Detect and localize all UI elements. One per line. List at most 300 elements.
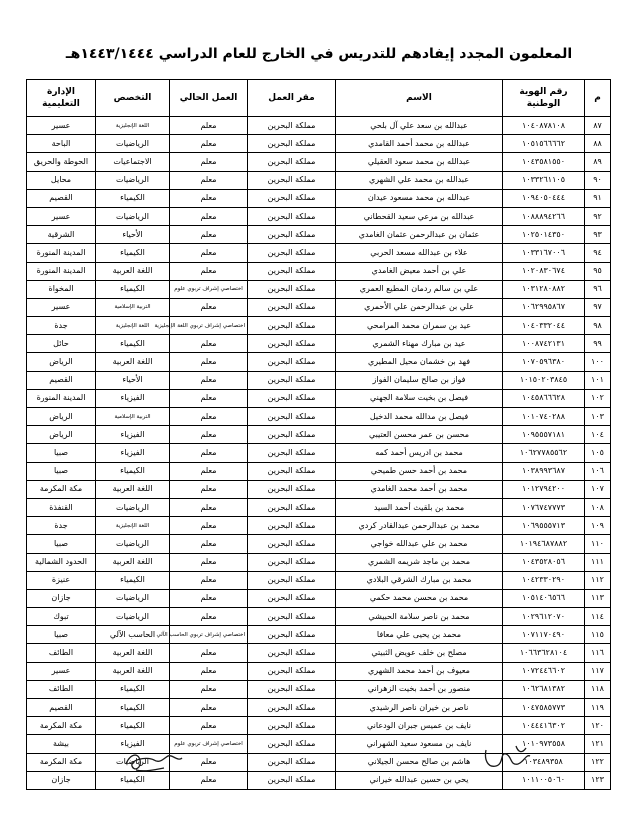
table-row xyxy=(27,535,611,553)
cell-name: محمد بن ماجد شريمه الشمري xyxy=(336,553,503,571)
cell-current-role: معلم xyxy=(170,535,248,553)
cell-name: نايف بن عميس جبران الودعاني xyxy=(336,717,503,735)
cell-specialty: الكيمياء xyxy=(96,699,170,717)
cell-num: ١٠٩ xyxy=(585,517,611,535)
cell-department: المخواة xyxy=(27,280,96,298)
table-body xyxy=(27,117,611,790)
cell-num: ١١٥ xyxy=(585,626,611,644)
header-work-place: مقر العمل xyxy=(248,80,336,117)
cell-work-place: مملكة البحرين xyxy=(248,626,336,644)
cell-num: ٩٧ xyxy=(585,298,611,316)
cell-specialty: اللغة العربية xyxy=(96,262,170,280)
cell-specialty: الفيزياء xyxy=(96,389,170,407)
cell-current-role: معلم xyxy=(170,353,248,371)
cell-national-id: ١٠١٠٩٧٣٥٥٨ xyxy=(503,735,585,753)
cell-num: ٩٦ xyxy=(585,280,611,298)
cell-specialty: الأحياء xyxy=(96,226,170,244)
cell-department: صبيا xyxy=(27,462,96,480)
cell-department: القصيم xyxy=(27,371,96,389)
cell-specialty: الرياضيات xyxy=(96,207,170,225)
cell-name: فهد بن خشمان محيل المطيري xyxy=(336,353,503,371)
cell-department: عنيزة xyxy=(27,571,96,589)
cell-num: ٩٢ xyxy=(585,207,611,225)
cell-work-place: مملكة البحرين xyxy=(248,735,336,753)
cell-department: المدينة المنورة xyxy=(27,262,96,280)
cell-num: ٩١ xyxy=(585,189,611,207)
cell-name: محمد بن أحمد محمد الغامدي xyxy=(336,480,503,498)
cell-current-role: معلم xyxy=(170,408,248,426)
cell-name: عبدالله بن محمد مسعود عيدان xyxy=(336,189,503,207)
table-row xyxy=(27,662,611,680)
cell-current-role: معلم xyxy=(170,680,248,698)
cell-department: الشرقية xyxy=(27,226,96,244)
cell-work-place: مملكة البحرين xyxy=(248,226,336,244)
cell-work-place: مملكة البحرين xyxy=(248,153,336,171)
table-row xyxy=(27,280,611,298)
cell-work-place: مملكة البحرين xyxy=(248,480,336,498)
cell-work-place: مملكة البحرين xyxy=(248,662,336,680)
cell-specialty: اللغة العربية xyxy=(96,353,170,371)
table-row xyxy=(27,207,611,225)
cell-num: ٨٩ xyxy=(585,153,611,171)
header-department: الإدارة التعليمية xyxy=(27,80,96,117)
cell-national-id: ١٠٣١٢٨٠٨٨٢ xyxy=(503,280,585,298)
cell-name: عثمان بن عبدالرحمن عثمان الغامدي xyxy=(336,226,503,244)
cell-work-place: مملكة البحرين xyxy=(248,317,336,335)
cell-num: ١١٣ xyxy=(585,589,611,607)
cell-department: صبيا xyxy=(27,444,96,462)
cell-num: ١٠٥ xyxy=(585,444,611,462)
cell-name: هاشم بن صالح محسن الجيلاني xyxy=(336,753,503,771)
cell-num: ١٠٣ xyxy=(585,408,611,426)
cell-work-place: مملكة البحرين xyxy=(248,171,336,189)
cell-num: ١٠٢ xyxy=(585,389,611,407)
cell-specialty: الكيمياء xyxy=(96,571,170,589)
cell-specialty: الكيمياء xyxy=(96,680,170,698)
cell-current-role: معلم xyxy=(170,462,248,480)
cell-work-place: مملكة البحرين xyxy=(248,771,336,789)
cell-specialty: الكيمياء xyxy=(96,280,170,298)
cell-name: محمد بن ناصر سلامة الحبيشي xyxy=(336,608,503,626)
cell-department: الحدود الشمالية xyxy=(27,553,96,571)
cell-name: محمد بن يحيى علي معافا xyxy=(336,626,503,644)
table-row xyxy=(27,298,611,316)
cell-national-id: ١٠١٠٧٤٠٢٨٨ xyxy=(503,408,585,426)
cell-specialty: التربية الإسلامية xyxy=(96,408,170,426)
cell-num: ١٢٠ xyxy=(585,717,611,735)
cell-department: بيشة xyxy=(27,735,96,753)
cell-num: ١٠٤ xyxy=(585,426,611,444)
cell-name: معيوف بن أحمد محمد الشهري xyxy=(336,662,503,680)
cell-name: محسن بن عمر محسن العتيبي xyxy=(336,426,503,444)
table-row xyxy=(27,408,611,426)
cell-name: نايف بن مسعود سعيد الشهراني xyxy=(336,735,503,753)
cell-national-id: ١٠٣٣١٦٧٠٠٦ xyxy=(503,244,585,262)
header-specialty: التخصص xyxy=(96,80,170,117)
cell-work-place: مملكة البحرين xyxy=(248,535,336,553)
cell-current-role: معلم xyxy=(170,753,248,771)
cell-name: عيد بن سمران محمد المرامحي xyxy=(336,317,503,335)
cell-name: محمد بن أحمد حسن طميحي xyxy=(336,462,503,480)
page-title: المعلمون المجدد إيفادهم للتدريس في الخارج للعام الدراسي ١٤٤٣/١٤٤٤هـ xyxy=(65,46,573,62)
cell-national-id: ١٠٧٢٤٤٦٦٠٢ xyxy=(503,662,585,680)
cell-name: علي بن عبدالرحمن علي الأحمري xyxy=(336,298,503,316)
cell-current-role: معلم xyxy=(170,244,248,262)
cell-current-role: معلم xyxy=(170,571,248,589)
cell-specialty: اللغة الإنجليزية xyxy=(96,117,170,135)
header-current-role: العمل الحالي xyxy=(170,80,248,117)
cell-specialty: الرياضيات xyxy=(96,589,170,607)
table-row xyxy=(27,353,611,371)
cell-num: ٨٨ xyxy=(585,135,611,153)
cell-current-role: معلم xyxy=(170,135,248,153)
cell-current-role: معلم xyxy=(170,117,248,135)
cell-national-id: ١٠٤٤٤١٦٣٠٢ xyxy=(503,717,585,735)
cell-name: علاء بن عبدالله مسعد الحربي xyxy=(336,244,503,262)
cell-name: عبدالله بن محمد أحمد القامدي xyxy=(336,135,503,153)
cell-num: ١١٤ xyxy=(585,608,611,626)
cell-name: علي بن سالم ردمان المطيع العمري xyxy=(336,280,503,298)
cell-current-role: معلم xyxy=(170,444,248,462)
cell-current-role: معلم xyxy=(170,498,248,516)
cell-name: مصلح بن خلف عويض الثبيتي xyxy=(336,644,503,662)
cell-name: محمد بن ادريس أحمد كمه xyxy=(336,444,503,462)
table-row xyxy=(27,371,611,389)
cell-num: ٩٩ xyxy=(585,335,611,353)
cell-national-id: ١٠٤٥٨٦٦٦٢٨ xyxy=(503,389,585,407)
cell-work-place: مملكة البحرين xyxy=(248,589,336,607)
cell-national-id: ١٠٢٠٨٣٠٦٧٤ xyxy=(503,262,585,280)
table-row xyxy=(27,135,611,153)
cell-national-id: ١٠٤٠٨٧٨١٠٨ xyxy=(503,117,585,135)
cell-work-place: مملكة البحرين xyxy=(248,189,336,207)
cell-name: ناصر بن خيران ناصر الرشيدي xyxy=(336,699,503,717)
cell-national-id: ١٠٣٨٩٩٣٦٨٧ xyxy=(503,462,585,480)
cell-department: الرياض xyxy=(27,408,96,426)
cell-current-role: معلم xyxy=(170,262,248,280)
cell-specialty: الكيمياء xyxy=(96,335,170,353)
cell-work-place: مملكة البحرين xyxy=(248,462,336,480)
cell-num: ٨٧ xyxy=(585,117,611,135)
table-row xyxy=(27,553,611,571)
teachers-table xyxy=(26,79,611,790)
cell-department: القصيم xyxy=(27,189,96,207)
cell-name: محمد بن علي عبدالله خواجي xyxy=(336,535,503,553)
cell-num: ١٠٠ xyxy=(585,353,611,371)
table-row xyxy=(27,444,611,462)
cell-national-id: ١٠٥١٥٦٦٦٦٢ xyxy=(503,135,585,153)
cell-name: عبدالله بن سعد علي آل بلحي xyxy=(336,117,503,135)
cell-num: ٩٤ xyxy=(585,244,611,262)
cell-current-role: معلم xyxy=(170,553,248,571)
cell-work-place: مملكة البحرين xyxy=(248,389,336,407)
cell-current-role: معلم xyxy=(170,371,248,389)
cell-work-place: مملكة البحرين xyxy=(248,117,336,135)
cell-national-id: ١٠١٩٤٦٨٧٨٨٢ xyxy=(503,535,585,553)
cell-national-id: ١٠٧٦٧٤٧٧٧٣ xyxy=(503,498,585,516)
table-row xyxy=(27,153,611,171)
cell-national-id: ١٠٧١١٧٠٤٩٠ xyxy=(503,626,585,644)
cell-specialty: اللغة العربية xyxy=(96,644,170,662)
cell-current-role: معلم xyxy=(170,717,248,735)
cell-work-place: مملكة البحرين xyxy=(248,553,336,571)
cell-current-role: معلم xyxy=(170,207,248,225)
cell-work-place: مملكة البحرين xyxy=(248,280,336,298)
cell-num: ٩٠ xyxy=(585,171,611,189)
table-row xyxy=(27,171,611,189)
cell-work-place: مملكة البحرين xyxy=(248,717,336,735)
table-row xyxy=(27,589,611,607)
header-name: الاسم xyxy=(336,80,503,117)
cell-work-place: مملكة البحرين xyxy=(248,353,336,371)
cell-department: جدة xyxy=(27,517,96,535)
cell-national-id: ١٠٥١٤٠٦٥٦٦ xyxy=(503,589,585,607)
cell-specialty: الرياضيات xyxy=(96,535,170,553)
cell-national-id: ١٠٩٤٠٥٠٤٤٤ xyxy=(503,189,585,207)
table-row xyxy=(27,462,611,480)
cell-current-role: اختصاصي إشراف تربوي اللغة الإنجليزية xyxy=(170,317,248,335)
cell-national-id: ١٠٧٠٥٩٦٣٨٠ xyxy=(503,353,585,371)
cell-department: تبوك xyxy=(27,608,96,626)
header-row xyxy=(27,80,611,117)
cell-current-role: معلم xyxy=(170,226,248,244)
cell-name: فيصل بن بخيت سلامة الجهني xyxy=(336,389,503,407)
cell-work-place: مملكة البحرين xyxy=(248,644,336,662)
signature-left xyxy=(120,746,190,776)
cell-national-id: ١٠٠٨٧٤٢١٣١ xyxy=(503,335,585,353)
cell-current-role: اختصاصي إشراف تربوي الحاسب الآلي xyxy=(170,626,248,644)
cell-specialty: الفيزياء xyxy=(96,735,170,753)
cell-num: ١٠١ xyxy=(585,371,611,389)
cell-national-id: ١٠٤٣٥٢٨٠٥٦ xyxy=(503,553,585,571)
cell-num: ١١٧ xyxy=(585,662,611,680)
cell-department: حائل xyxy=(27,335,96,353)
cell-current-role: معلم xyxy=(170,298,248,316)
cell-num: ١١٦ xyxy=(585,644,611,662)
cell-current-role: معلم xyxy=(170,517,248,535)
cell-national-id: ١٠٦٢٩٩٥٨٦٧ xyxy=(503,298,585,316)
cell-department: الرياض xyxy=(27,353,96,371)
cell-num: ١١٩ xyxy=(585,699,611,717)
cell-specialty: الرياضيات xyxy=(96,608,170,626)
cell-work-place: مملكة البحرين xyxy=(248,135,336,153)
cell-department: الطائف xyxy=(27,680,96,698)
cell-specialty: الأحياء xyxy=(96,371,170,389)
cell-current-role: معلم xyxy=(170,771,248,789)
cell-work-place: مملكة البحرين xyxy=(248,571,336,589)
cell-current-role: معلم xyxy=(170,389,248,407)
cell-national-id: ١٠٦٩٥٥٥٧١٣ xyxy=(503,517,585,535)
cell-current-role: معلم xyxy=(170,426,248,444)
cell-national-id: ١٠٤٢٣٣٠٢٩٠ xyxy=(503,571,585,589)
table-row xyxy=(27,608,611,626)
cell-specialty: الحاسب الآلي xyxy=(96,626,170,644)
cell-national-id: ١٠٦٢٧٧٨٥٥٦٢ xyxy=(503,444,585,462)
cell-num: ١٠٧ xyxy=(585,480,611,498)
cell-specialty: التربية الإسلامية xyxy=(96,298,170,316)
cell-national-id: ١٠١٥٠٢٠٣٨٤٥ xyxy=(503,371,585,389)
cell-national-id: ١٠٤٧٥٨٥٧٧٣ xyxy=(503,699,585,717)
table-row xyxy=(27,426,611,444)
cell-num: ١٠٦ xyxy=(585,462,611,480)
cell-work-place: مملكة البحرين xyxy=(248,444,336,462)
cell-specialty: الكيمياء xyxy=(96,189,170,207)
cell-name: عبدالله بن محمد سعود العقيلي xyxy=(336,153,503,171)
cell-national-id: ١٠٦٦٣٦٢٨١٠٤ xyxy=(503,644,585,662)
cell-national-id: ١٠٨٨٨٩٤٢٦٦ xyxy=(503,207,585,225)
table-row xyxy=(27,644,611,662)
table-row xyxy=(27,717,611,735)
cell-current-role: معلم xyxy=(170,480,248,498)
cell-department: جازان xyxy=(27,589,96,607)
cell-specialty: اللغة العربية xyxy=(96,553,170,571)
cell-name: عبدالله بن محمد علي الشهري xyxy=(336,171,503,189)
cell-num: ١١١ xyxy=(585,553,611,571)
cell-current-role: معلم xyxy=(170,171,248,189)
cell-specialty: الرياضيات xyxy=(96,498,170,516)
cell-specialty: الكيمياء xyxy=(96,462,170,480)
cell-specialty: الكيمياء xyxy=(96,717,170,735)
cell-department: جازان xyxy=(27,771,96,789)
cell-num: ٩٨ xyxy=(585,317,611,335)
cell-work-place: مملكة البحرين xyxy=(248,426,336,444)
cell-specialty: الرياضيات xyxy=(96,135,170,153)
table-row xyxy=(27,571,611,589)
cell-department: القنفذة xyxy=(27,498,96,516)
table-row xyxy=(27,244,611,262)
table-row xyxy=(27,389,611,407)
cell-national-id: ١٠٤٣٥٨١٥٥٠ xyxy=(503,153,585,171)
cell-num: ٩٣ xyxy=(585,226,611,244)
table-row xyxy=(27,626,611,644)
table-row xyxy=(27,335,611,353)
cell-department: الرياض xyxy=(27,426,96,444)
cell-specialty: الكيمياء xyxy=(96,771,170,789)
cell-national-id: ١٠٢٩٦١٢٠٧٠ xyxy=(503,608,585,626)
cell-name: علي بن أحمد معيض الغامدي xyxy=(336,262,503,280)
cell-specialty: اللغة الإنجليزية xyxy=(96,517,170,535)
cell-name: محمد بن عبدالرحمن عبدالقادر كردي xyxy=(336,517,503,535)
cell-name: فيصل بن مدالله محمد الدخيل xyxy=(336,408,503,426)
cell-current-role: اختصاصي إشراف تربوي علوم xyxy=(170,735,248,753)
signature-right xyxy=(478,740,538,774)
cell-specialty: الفيزياء xyxy=(96,426,170,444)
header-num: م xyxy=(585,80,611,117)
cell-national-id: ١٠٣٣٢٦١١٠٥ xyxy=(503,171,585,189)
cell-specialty: اللغة العربية xyxy=(96,662,170,680)
cell-current-role: معلم xyxy=(170,699,248,717)
table-row xyxy=(27,117,611,135)
table-row xyxy=(27,680,611,698)
cell-num: ١١٢ xyxy=(585,571,611,589)
cell-work-place: مملكة البحرين xyxy=(248,335,336,353)
table-row xyxy=(27,498,611,516)
cell-department: الطائف xyxy=(27,644,96,662)
cell-department: محايل xyxy=(27,171,96,189)
table-row xyxy=(27,517,611,535)
cell-national-id: ١٠٤٠٣٣٢٠٤٤ xyxy=(503,317,585,335)
cell-current-role: معلم xyxy=(170,189,248,207)
cell-current-role: معلم xyxy=(170,589,248,607)
cell-name: محمد بن مبارك الشرقي البلادي xyxy=(336,571,503,589)
cell-current-role: معلم xyxy=(170,644,248,662)
cell-name: عيد بن مبارك مهناء الشمري xyxy=(336,335,503,353)
cell-specialty: الاجتماعيات xyxy=(96,153,170,171)
cell-name: منصور بن أحمد بخيت الزهراني xyxy=(336,680,503,698)
cell-specialty: الرياضيات xyxy=(96,171,170,189)
cell-department: عسير xyxy=(27,662,96,680)
table-row xyxy=(27,226,611,244)
cell-specialty: اللغة العربية xyxy=(96,480,170,498)
cell-department: عسير xyxy=(27,207,96,225)
cell-num: ٩٥ xyxy=(585,262,611,280)
cell-name: عبدالله بن مرعي سعيد القحطاني xyxy=(336,207,503,225)
cell-num: ١٢٣ xyxy=(585,771,611,789)
cell-current-role: معلم xyxy=(170,662,248,680)
table-header xyxy=(27,80,611,117)
cell-num: ١١٠ xyxy=(585,535,611,553)
cell-current-role: معلم xyxy=(170,608,248,626)
cell-name: محمد بن بلقيث أحمد السيد xyxy=(336,498,503,516)
cell-name: محمد بن محسن محمد حكمي xyxy=(336,589,503,607)
cell-department: صبيا xyxy=(27,535,96,553)
cell-work-place: مملكة البحرين xyxy=(248,262,336,280)
cell-department: جدة xyxy=(27,317,96,335)
cell-national-id: ١٠١١٠٠٥٠٦٠ xyxy=(503,771,585,789)
cell-work-place: مملكة البحرين xyxy=(248,498,336,516)
cell-current-role: اختصاصي إشراف تربوي علوم xyxy=(170,280,248,298)
cell-department: مكة المكرمة xyxy=(27,717,96,735)
cell-department: القصيم xyxy=(27,699,96,717)
table-row xyxy=(27,480,611,498)
cell-work-place: مملكة البحرين xyxy=(248,753,336,771)
cell-current-role: معلم xyxy=(170,153,248,171)
cell-work-place: مملكة البحرين xyxy=(248,298,336,316)
table-row xyxy=(27,317,611,335)
cell-national-id: ١٠٩٥٥٥٧١٨١ xyxy=(503,426,585,444)
table-row xyxy=(27,262,611,280)
cell-work-place: مملكة البحرين xyxy=(248,517,336,535)
table-row xyxy=(27,699,611,717)
cell-num: ١٠٨ xyxy=(585,498,611,516)
cell-num: ١١٨ xyxy=(585,680,611,698)
cell-department: عسير xyxy=(27,298,96,316)
cell-department: عسير xyxy=(27,117,96,135)
cell-name: يحي بن حسين عبدالله خيراني xyxy=(336,771,503,789)
cell-department: صبيا xyxy=(27,626,96,644)
cell-name: فواز بن صالح سليمان الفواز xyxy=(336,371,503,389)
cell-num: ١٢١ xyxy=(585,735,611,753)
header-id: رقم الهوية الوطنية xyxy=(503,80,585,117)
cell-work-place: مملكة البحرين xyxy=(248,608,336,626)
cell-num: ١٢٢ xyxy=(585,753,611,771)
cell-specialty: الرياضيات xyxy=(96,753,170,771)
cell-specialty: اللغة الإنجليزية xyxy=(96,317,170,335)
cell-work-place: مملكة البحرين xyxy=(248,408,336,426)
cell-national-id: ١٠١٢٧٩٤٢٠٠ xyxy=(503,480,585,498)
cell-work-place: مملكة البحرين xyxy=(248,244,336,262)
cell-work-place: مملكة البحرين xyxy=(248,699,336,717)
cell-department: مكة المكرمة xyxy=(27,753,96,771)
cell-department: المدينة المنورة xyxy=(27,389,96,407)
cell-work-place: مملكة البحرين xyxy=(248,207,336,225)
cell-department: الباحة xyxy=(27,135,96,153)
cell-department: الحوطة والحريق xyxy=(27,153,96,171)
cell-department: مكة المكرمة xyxy=(27,480,96,498)
cell-specialty: الكيمياء xyxy=(96,244,170,262)
cell-national-id: ١٠٢٥٠١٤٣٥٠ xyxy=(503,226,585,244)
cell-specialty: الفيزياء xyxy=(96,444,170,462)
